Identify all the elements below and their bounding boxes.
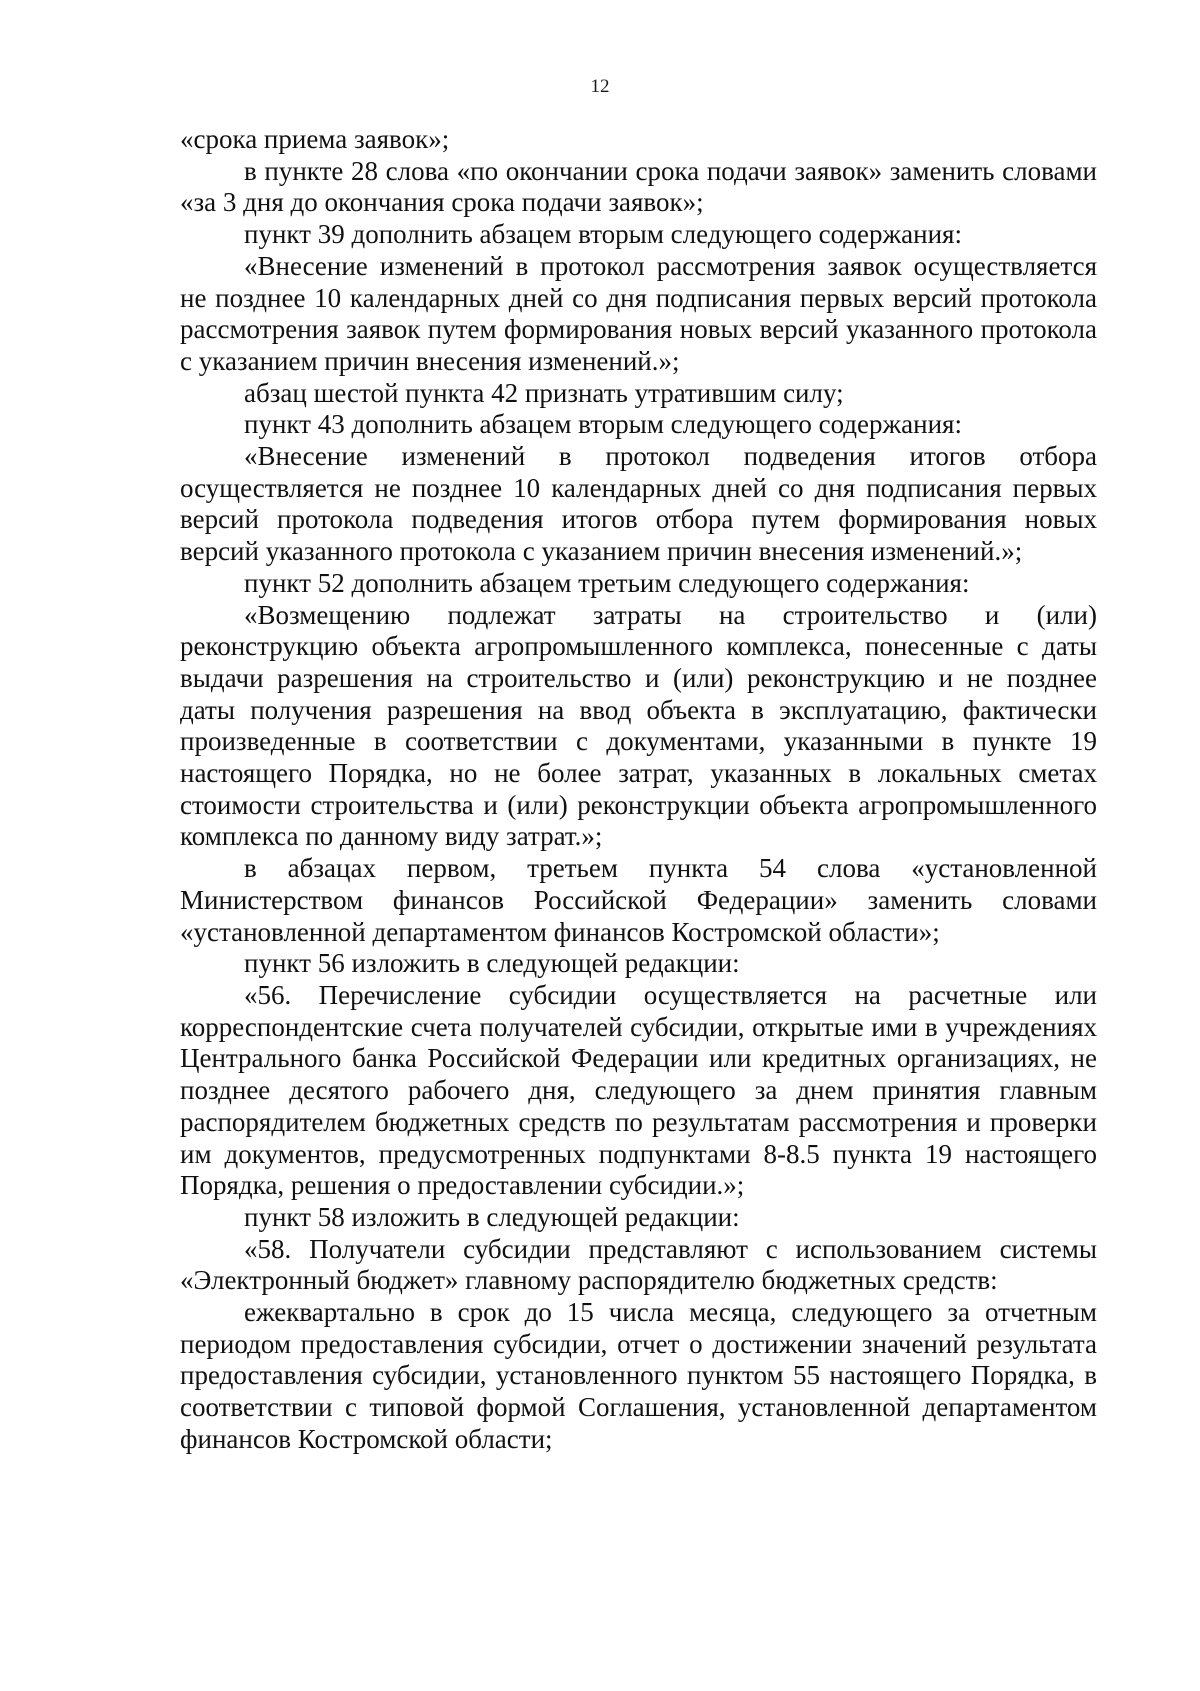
paragraph-15: ежеквартально в срок до 15 числа месяца, следующего за отчетным периодом предоставления субсидии, отчет о достижении значений результата предоставления субсидии, установленного пунктом 55 настоящего Порядка, в соответствии с типовой формой Соглашения, установленной департаментом финансов Костромской области; bbox=[180, 1297, 1097, 1454]
paragraph-14: «58. Получатели субсидии представляют с использованием системы «Электронный бюджет» главному распорядителю бюджетных средств: bbox=[180, 1233, 1097, 1296]
paragraph-6: пункт 43 дополнить абзацем вторым следующего содержания: bbox=[244, 409, 962, 440]
paragraph-10: в абзацах первом, третьем пункта 54 слова «установленной Министерством финансов Российской Федерации» заменить словами «установленной департаментом финансов Костромской области»; bbox=[180, 853, 1097, 947]
paragraph-9: «Возмещению подлежат затраты на строительство и (или) реконструкцию объекта агропромышленного комплекса, понесенные с даты выдачи разрешения на строительство и (или) реконструкцию и не позднее даты получения разрешения на ввод объекта в эксплуатацию, фактически произведенные в соответствии с документами, указанными в пункте 19 настоящего Порядка, но не более затрат, указанных в локальных сметах стоимости строительства и (или) реконструкции объекта агропромышленного комплекса по данному виду затрат.»; bbox=[180, 599, 1097, 852]
paragraph-12: «56. Перечисление субсидии осуществляется на расчетные или корреспондентские счета получателей субсидии, открытые ими в учреждениях Центрального банка Российской Федерации или кредитных организациях, не позднее десятого рабочего дня, следующего за днем принятия главным распорядителем бюджетных средств по результатам рассмотрения и проверки им документов, предусмотренных подпунктами 8-8.5 пункта 19 настоящего Порядка, решения о предоставлении субсидии.»; bbox=[180, 979, 1097, 1201]
paragraph-1: «срока приема заявок»; bbox=[180, 124, 450, 154]
paragraph-4: «Внесение изменений в протокол рассмотрения заявок осуществляется не позднее 10 календарных дней со дня подписания первых версий протокола рассмотрения заявок путем формирования новых версий указанного протокола с указанием причин внесения изменений.»; bbox=[180, 250, 1097, 376]
paragraph-2: в пункте 28 слова «по окончании срока подачи заявок» заменить словами «за 3 дня до окончания срока подачи заявок»; bbox=[180, 155, 1097, 218]
paragraph-7: «Внесение изменений в протокол подведения итогов отбора осуществляется не позднее 10 календарных дней со дня подписания первых версий протокола подведения итогов отбора путем формирования новых версий указанного протокола с указанием причин внесения изменений.»; bbox=[180, 441, 1097, 567]
paragraph-3: пункт 39 дополнить абзацем вторым следующего содержания: bbox=[244, 219, 962, 250]
paragraph-13: пункт 58 изложить в следующей редакции: bbox=[244, 1201, 740, 1232]
paragraph-11: пункт 56 изложить в следующей редакции: bbox=[244, 948, 740, 979]
page-number: 12 bbox=[590, 76, 610, 97]
document-body bbox=[180, 124, 1097, 1456]
paragraph-5: абзац шестой пункта 42 признать утратившим силу; bbox=[244, 377, 844, 408]
paragraph-8: пункт 52 дополнить абзацем третьим следующего содержания: bbox=[244, 567, 970, 598]
